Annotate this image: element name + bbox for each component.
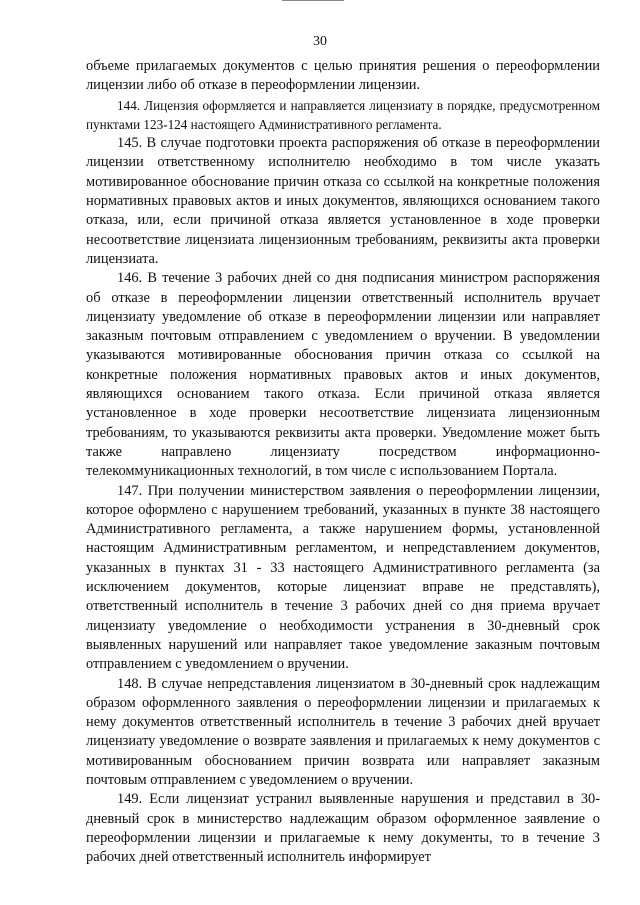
paragraph-continuation: объеме прилагаемых документов с целью принятия решения о переоформлении лицензии либо об отказе в переоформлении лицензии.: [86, 58, 600, 94]
paragraph-145: 145. В случае подготовки проекта распоряжения об отказе в переоформлении лицензии ответственному исполнителю необходимо в том числе указать мотивированное обоснование причин отказа со ссылкой на конкретные положения нормативных правовых актов и иных документов, являющихся основанием такого отказа, или, если причиной отказа является установленное в ходе проверки несоответствие лицензиата лицензионным требованиям, реквизиты акта проверки лицензиата.: [86, 135, 600, 267]
paragraph-148: 148. В случае непредставления лицензиатом в 30-дневный срок надлежащим образом оформленного заявления о переоформлении лицензии и прилагаемых к нему документов ответственный исполнитель в течение 3 рабочих дней вручает лицензиату уведомление о возврате заявления и прилагаемых к нему документов с мотивированным обоснованием причин возврата или направляет заказным почтовым отправлением с уведомлением о вручении.: [86, 675, 600, 788]
paragraph-144: 144. Лицензия оформляется и направляется лицензиату в порядке, предусмотренном пунктами 123-124 настоящего Административного регламента.: [86, 97, 600, 132]
paragraph-146: 146. В течение 3 рабочих дней со дня подписания министром распоряжения об отказе в переоформлении лицензии ответственный исполнитель вручает лицензиату уведомление об отказе в переоформлении лицензии или направляет заказным почтовым отправлением с уведомлением о вручении. В уведомлении указываются мотивированные обоснования причин отказа со ссылкой на конкретные положения нормативных правовых актов и иных документов, являющихся основанием такого отказа. Если причиной отказа является установленное в ходе проверки несоответствие лицензиата лицензионным требованиям, то указываются реквизиты акта проверки. Уведомление может быть также направлено лицензиату посредством информационно-телекоммуникационных технологий, в том числе с использованием Портала.: [86, 270, 600, 480]
paragraph-149: 149. Если лицензиат устранил выявленные нарушения и представил в 30-дневный срок в министерство надлежащим образом оформленное заявление о переоформлении лицензии и прилагаемые к нему документы, то в течение 3 рабочих дней ответственный исполнитель информирует: [86, 791, 600, 866]
top-rule: [282, 0, 344, 1]
document-body: [86, 57, 600, 867]
page-number: 30: [313, 34, 327, 49]
paragraph-147: 147. При получении министерством заявления о переоформлении лицензии, которое оформлено с нарушением требований, указанных в пункте 38 настоящего Административного регламента, а также нарушением формы, установленной настоящим Административным регламентом, и непредставлением документов, указанных в пунктах 31 - 33 настоящего Административного регламента (за исключением документов, которые лицензиат вправе не представлять), ответственный исполнитель в течение 3 рабочих дней со дня приема вручает лицензиату уведомление о необходимости устранения в 30-дневный срок выявленных нарушений или направляет такое уведомление заказным почтовым отправлением с уведомлением о вручении.: [86, 482, 600, 673]
